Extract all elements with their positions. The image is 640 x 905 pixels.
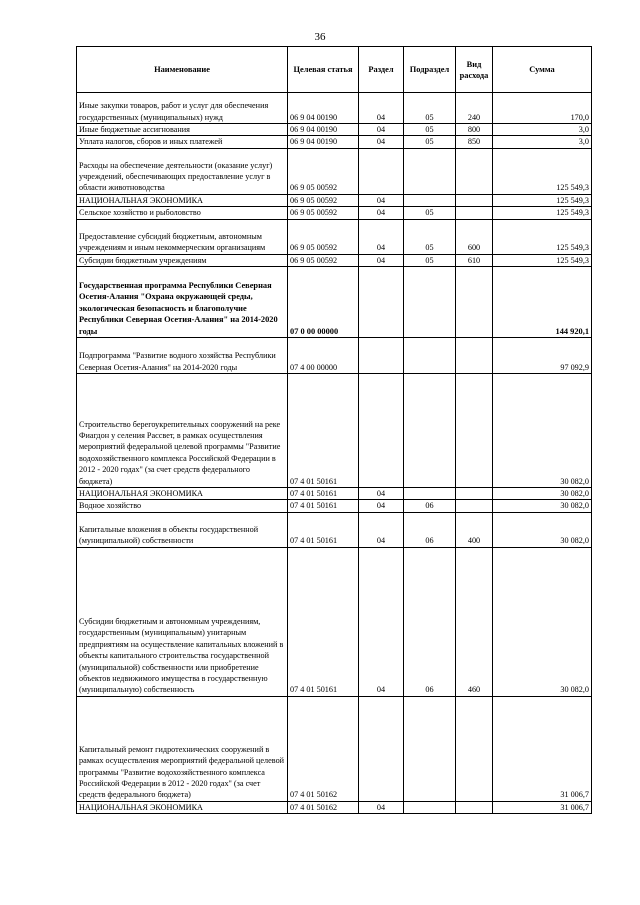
row-section [359,374,404,488]
row-sum: 144 920,1 [493,267,592,338]
row-sum: 125 549,3 [493,254,592,266]
row-target-code: 07 4 01 50161 [288,488,359,500]
row-expense-type: 240 [456,93,493,124]
row-name: Иные бюджетные ассигнования [77,124,288,136]
row-section: 04 [359,124,404,136]
table-row [77,207,592,219]
row-name: Капитальный ремонт гидротехнических сооружений в рамках осуществления мероприятий федеральной целевой программы "Развитие водохозяйственного комплекса Российской Федерации в 2012 - 2020 годах" (за счет средств федерального бюджета) [77,696,288,801]
row-subsection [404,696,456,801]
row-target-code: 07 4 01 50161 [288,547,359,696]
row-section [359,696,404,801]
table-row [77,194,592,206]
page-number: 36 [314,31,326,43]
row-section: 04 [359,547,404,696]
table-row [77,696,592,801]
header-target: Целевая статья [288,47,359,93]
row-name: Водное хозяйство [77,500,288,512]
table-row [77,488,592,500]
row-section [359,267,404,338]
header-name: Наименование [77,47,288,93]
row-expense-type [456,696,493,801]
row-expense-type: 850 [456,136,493,148]
row-subsection: 05 [404,219,456,254]
row-section: 04 [359,801,404,813]
row-sum: 31 006,7 [493,801,592,813]
row-subsection: 06 [404,500,456,512]
row-subsection [404,801,456,813]
header-sum: Сумма [493,47,592,93]
row-subsection: 05 [404,254,456,266]
table-row [77,338,592,374]
table-row [77,267,592,338]
row-target-code: 07 4 00 00000 [288,338,359,374]
row-target-code: 06 9 05 00592 [288,148,359,194]
row-subsection [404,488,456,500]
row-target-code: 06 9 05 00592 [288,194,359,206]
row-subsection [404,194,456,206]
row-target-code: 06 9 04 00190 [288,124,359,136]
row-sum: 3,0 [493,136,592,148]
row-sum: 97 092,9 [493,338,592,374]
row-expense-type [456,500,493,512]
row-subsection: 05 [404,93,456,124]
row-target-code: 07 4 01 50161 [288,374,359,488]
row-expense-type [456,207,493,219]
table-row [77,374,592,488]
row-subsection [404,338,456,374]
row-section: 04 [359,488,404,500]
row-expense-type: 400 [456,512,493,547]
row-name: Строительство берегоукрепительных сооружений на реке Фиагдон у селения Рассвет, в рамках осуществления мероприятий федеральной целевой программы "Развитие водохозяйственного комплекса Российской Федерации в 2012 - 2020 годах" (за счет средств федерального бюджета) [77,374,288,488]
row-sum: 30 082,0 [493,488,592,500]
table-row [77,93,592,124]
row-expense-type [456,267,493,338]
row-expense-type [456,194,493,206]
row-name: НАЦИОНАЛЬНАЯ ЭКОНОМИКА [77,488,288,500]
row-subsection: 05 [404,207,456,219]
table-row [77,148,592,194]
header-subsection: Подраздел [404,47,456,93]
row-target-code: 07 4 01 50161 [288,500,359,512]
row-section: 04 [359,194,404,206]
table-row [77,547,592,696]
table-row [77,500,592,512]
row-sum: 30 082,0 [493,547,592,696]
row-expense-type [456,148,493,194]
table-body [77,93,592,814]
row-sum: 125 549,3 [493,148,592,194]
row-section [359,338,404,374]
row-expense-type [456,374,493,488]
table-row [77,512,592,547]
row-subsection: 05 [404,124,456,136]
row-subsection: 05 [404,136,456,148]
row-sum: 30 082,0 [493,500,592,512]
table-row [77,254,592,266]
header-section: Раздел [359,47,404,93]
row-target-code: 07 4 01 50162 [288,696,359,801]
row-target-code: 06 9 05 00592 [288,207,359,219]
row-expense-type [456,338,493,374]
row-subsection [404,148,456,194]
row-expense-type [456,488,493,500]
row-expense-type: 610 [456,254,493,266]
table-row [77,124,592,136]
row-section: 04 [359,219,404,254]
row-sum: 170,0 [493,93,592,124]
budget-table [76,46,592,814]
row-name: НАЦИОНАЛЬНАЯ ЭКОНОМИКА [77,194,288,206]
row-name: Субсидии бюджетным и автономным учреждениям, государственным (муниципальным) унитарным предприятиям на осуществление капитальных вложений в объекты капитального строительства государственной (муниципальной) собственности или приобретение объектов недвижимого имущества в государственную (муниципальную) собственность [77,547,288,696]
row-section [359,148,404,194]
row-sum: 125 549,3 [493,194,592,206]
row-sum: 125 549,3 [493,207,592,219]
row-sum: 30 082,0 [493,374,592,488]
header-expense-type: Вид расхода [456,47,493,93]
row-subsection: 06 [404,512,456,547]
row-name: Государственная программа Республики Северная Осетия-Алания "Охрана окружающей среды, экологическая безопасность и благополучие Республики Северная Осетия-Алания" на 2014-2020 годы [77,267,288,338]
row-expense-type: 460 [456,547,493,696]
row-section: 04 [359,512,404,547]
row-section: 04 [359,500,404,512]
row-expense-type: 800 [456,124,493,136]
row-target-code: 06 9 05 00592 [288,254,359,266]
row-sum: 31 006,7 [493,696,592,801]
row-name: Капитальные вложения в объекты государственной (муниципальной) собственности [77,512,288,547]
row-target-code: 07 4 01 50162 [288,801,359,813]
row-sum: 3,0 [493,124,592,136]
row-subsection [404,267,456,338]
row-expense-type: 600 [456,219,493,254]
row-name: Предоставление субсидий бюджетным, автономным учреждениям и иным некоммерческим организациям [77,219,288,254]
table-header-row [77,47,592,93]
row-expense-type [456,801,493,813]
row-section: 04 [359,136,404,148]
row-subsection: 06 [404,547,456,696]
row-target-code: 06 9 04 00190 [288,136,359,148]
table-row [77,136,592,148]
table-row [77,219,592,254]
row-target-code: 06 9 05 00592 [288,219,359,254]
row-name: Подпрограмма "Развитие водного хозяйства Республики Северная Осетия-Алания" на 2014-2020 годы [77,338,288,374]
row-name: Иные закупки товаров, работ и услуг для обеспечения государственных (муниципальных) нужд [77,93,288,124]
row-section: 04 [359,93,404,124]
row-name: Уплата налогов, сборов и иных платежей [77,136,288,148]
row-name: Сельское хозяйство и рыболовство [77,207,288,219]
row-name: НАЦИОНАЛЬНАЯ ЭКОНОМИКА [77,801,288,813]
row-subsection [404,374,456,488]
row-target-code: 06 9 04 00190 [288,93,359,124]
row-section: 04 [359,207,404,219]
row-name: Субсидии бюджетным учреждениям [77,254,288,266]
row-target-code: 07 4 01 50161 [288,512,359,547]
row-sum: 30 082,0 [493,512,592,547]
table-row [77,801,592,813]
row-name: Расходы на обеспечение деятельности (оказание услуг) учреждений, обеспечивающих предоставление услуг в области животноводства [77,148,288,194]
row-target-code: 07 0 00 00000 [288,267,359,338]
row-section: 04 [359,254,404,266]
row-sum: 125 549,3 [493,219,592,254]
